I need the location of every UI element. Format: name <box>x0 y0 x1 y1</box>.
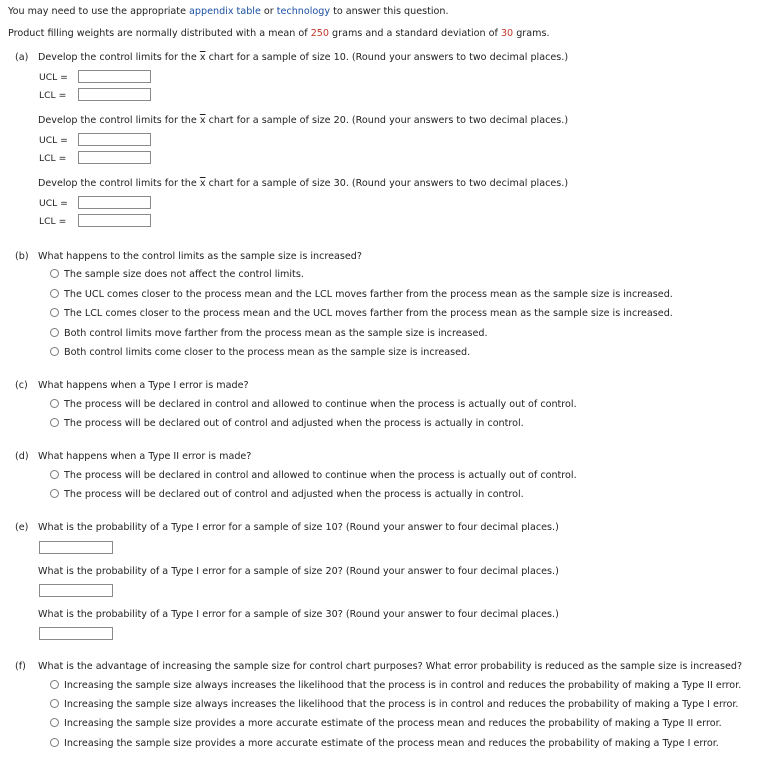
appendix-table-link[interactable]: appendix table <box>189 6 261 17</box>
option-label: The process will be declared in control and allowed to continue when the process is actually out of control. <box>64 399 577 410</box>
part-f-option-1[interactable] <box>50 680 741 692</box>
radio-button[interactable] <box>50 289 59 298</box>
option-label: The LCL comes closer to the process mean and the UCL moves farther from the process mean as the sample size is increased. <box>64 308 673 319</box>
part-e-question-1: What is the probability of a Type I error for a sample of size 10? (Round your answer to four decimal places.) <box>38 522 559 533</box>
part-b-option-2[interactable] <box>50 289 673 301</box>
problem-text-3: grams. <box>513 28 550 39</box>
lcl-input-n30[interactable] <box>78 214 151 227</box>
problem-text-1: Product filling weights are normally distributed with a mean of <box>8 28 311 39</box>
xbar-symbol: $\overline{x}$ <box>199 52 206 63</box>
intro-suffix: to answer this question. <box>330 6 449 17</box>
intro-or: or <box>260 6 277 17</box>
problem-text-2: grams and a standard deviation of <box>329 28 501 39</box>
option-label: Increasing the sample size always increases the likelihood that the process is in control and reduces the probability of making a Type I error. <box>64 699 739 710</box>
part-b-option-1[interactable] <box>50 269 304 281</box>
q-pre: Develop the control limits for the <box>38 115 200 126</box>
option-label: Both control limits come closer to the process mean as the sample size is increased. <box>64 347 471 358</box>
radio-button[interactable] <box>50 308 59 317</box>
radio-button[interactable] <box>50 328 59 337</box>
part-a-question-1 <box>38 52 568 64</box>
radio-button[interactable] <box>50 680 59 689</box>
q-post: chart for a sample of size 10. (Round your answers to two decimal places.) <box>205 52 569 63</box>
lcl-input-n10[interactable] <box>78 88 151 101</box>
part-f-option-4[interactable] <box>50 738 719 750</box>
q-pre: Develop the control limits for the <box>38 52 200 63</box>
radio-button[interactable] <box>50 718 59 727</box>
option-label: Increasing the sample size provides a more accurate estimate of the process mean and reduces the probability of making a Type I error. <box>64 738 719 749</box>
ucl-input-n20[interactable] <box>78 133 151 146</box>
intro-prefix: You may need to use the appropriate <box>8 6 190 17</box>
intro-line <box>8 6 449 18</box>
option-label: The process will be declared out of control and adjusted when the process is actually in control. <box>64 489 524 500</box>
part-e-question-3: What is the probability of a Type I error for a sample of size 30? (Round your answer to four decimal places.) <box>38 609 559 620</box>
part-f-option-3[interactable] <box>50 718 722 730</box>
type1-prob-input-n30[interactable] <box>39 627 113 640</box>
lcl-label-n20: LCL = <box>39 153 67 164</box>
option-label: Both control limits move farther from the process mean as the sample size is increased. <box>64 328 488 339</box>
problem-statement <box>8 28 550 40</box>
sd-value: 30 <box>500 28 514 39</box>
radio-button[interactable] <box>50 470 59 479</box>
ucl-input-n10[interactable] <box>78 70 151 83</box>
part-d-option-2[interactable] <box>50 489 524 501</box>
part-f-option-2[interactable] <box>50 699 738 711</box>
part-d-question: What happens when a Type II error is made? <box>38 451 252 462</box>
type1-prob-input-n20[interactable] <box>39 584 113 597</box>
option-label: The process will be declared in control and allowed to continue when the process is actually out of control. <box>64 470 577 481</box>
option-label: Increasing the sample size provides a more accurate estimate of the process mean and reduces the probability of making a Type II error. <box>64 718 722 729</box>
part-a-question-2 <box>38 115 568 127</box>
radio-button[interactable] <box>50 699 59 708</box>
radio-button[interactable] <box>50 489 59 498</box>
part-c-label: (c) <box>15 380 28 391</box>
part-f-label: (f) <box>15 661 26 672</box>
mean-value: 250 <box>310 28 329 39</box>
part-d-label: (d) <box>15 451 29 462</box>
ucl-label-n10: UCL = <box>39 72 68 83</box>
part-c-option-2[interactable] <box>50 418 524 430</box>
lcl-label-n30: LCL = <box>39 216 67 227</box>
part-a-label: (a) <box>15 52 29 63</box>
ucl-input-n30[interactable] <box>78 196 151 209</box>
part-b-option-4[interactable] <box>50 328 488 340</box>
part-a-question-3 <box>38 178 568 190</box>
lcl-input-n20[interactable] <box>78 151 151 164</box>
radio-button[interactable] <box>50 399 59 408</box>
lcl-label-n10: LCL = <box>39 90 67 101</box>
part-b-option-5[interactable] <box>50 347 470 359</box>
xbar-symbol: $\overline{x}$ <box>199 178 206 189</box>
radio-button[interactable] <box>50 269 59 278</box>
part-e-label: (e) <box>15 522 29 533</box>
option-label: The process will be declared out of control and adjusted when the process is actually in control. <box>64 418 524 429</box>
q-post: chart for a sample of size 20. (Round your answers to two decimal places.) <box>205 115 569 126</box>
part-b-option-3[interactable] <box>50 308 673 320</box>
q-post: chart for a sample of size 30. (Round your answers to two decimal places.) <box>205 178 569 189</box>
part-b-question: What happens to the control limits as the sample size is increased? <box>38 251 362 262</box>
ucl-label-n30: UCL = <box>39 198 68 209</box>
option-label: The UCL comes closer to the process mean and the LCL moves farther from the process mean as the sample size is increased. <box>64 289 673 300</box>
part-f-question: What is the advantage of increasing the sample size for control chart purposes? What error probability is reduced as the sample size is increased? <box>38 661 743 672</box>
part-c-question: What happens when a Type I error is made? <box>38 380 249 391</box>
technology-link[interactable]: technology <box>276 6 331 17</box>
part-e-question-2: What is the probability of a Type I error for a sample of size 20? (Round your answer to four decimal places.) <box>38 566 559 577</box>
part-c-option-1[interactable] <box>50 399 577 411</box>
q-pre: Develop the control limits for the <box>38 178 200 189</box>
option-label: Increasing the sample size always increases the likelihood that the process is in control and reduces the probability of making a Type II error. <box>64 680 742 691</box>
type1-prob-input-n10[interactable] <box>39 541 113 554</box>
part-d-option-1[interactable] <box>50 470 577 482</box>
xbar-symbol: $\overline{x}$ <box>199 115 206 126</box>
radio-button[interactable] <box>50 347 59 356</box>
part-b-label: (b) <box>15 251 29 262</box>
radio-button[interactable] <box>50 418 59 427</box>
ucl-label-n20: UCL = <box>39 135 68 146</box>
radio-button[interactable] <box>50 738 59 747</box>
option-label: The sample size does not affect the control limits. <box>64 269 304 280</box>
